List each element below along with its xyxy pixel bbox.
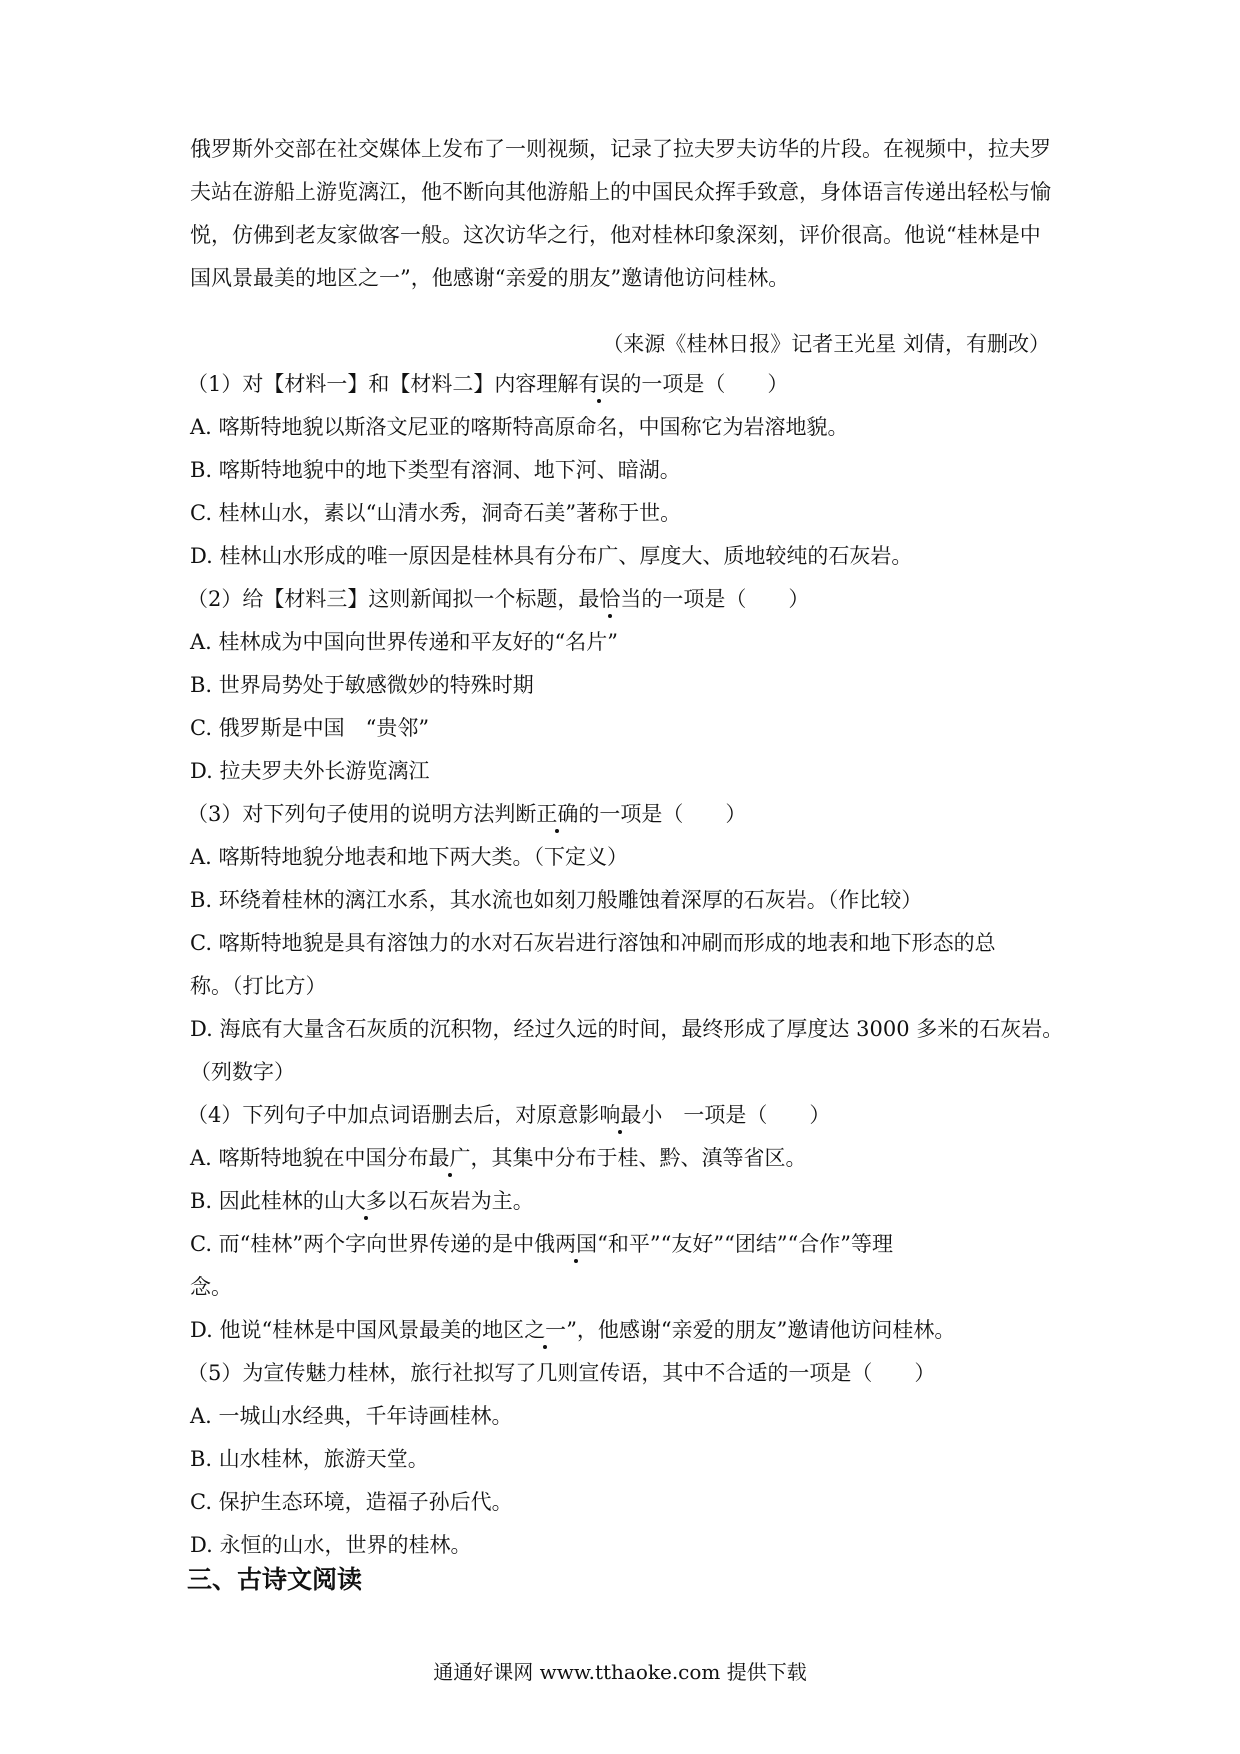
emphasis-word: 正确 [536, 802, 579, 826]
stem-text: （3）对下列句子使用的说明方法判断 [187, 802, 537, 826]
section-heading: 三、古诗文阅读 [187, 1565, 363, 1594]
stem-text: （5）为宣传魅力桂林，旅行社拟写了几则宣传语，其中 [187, 1361, 705, 1385]
question-2-stem [187, 583, 809, 613]
question-3-stem [187, 798, 746, 828]
stem-text: （4）下列句子中加点词语删去后，对原意 [187, 1103, 579, 1127]
option-text: ”，他感谢“亲爱的朋友”邀请他访问桂林。 [566, 1318, 956, 1342]
stem-text: 的一项是（ ） [578, 802, 747, 826]
emphasis-word: 最恰当 [578, 587, 642, 611]
stem-text: 的一项是（ ） [620, 372, 789, 396]
question-4-option-d [190, 1314, 955, 1344]
stem-text: 的一项是（ ） [767, 1361, 936, 1385]
question-3-option-c: C. 喀斯特地貌是具有溶蚀力的水对石灰岩进行溶蚀和冲刷而形成的地表和地下形态的总 [190, 931, 996, 955]
stem-text: （1）对【材料一】和【材料二】内容理解 [187, 372, 579, 396]
question-3-option-c-continued: 称。（打比方） [190, 974, 327, 998]
question-4-option-a [190, 1142, 807, 1172]
emphasis-word: 大多 [344, 1189, 387, 1213]
question-5-option-b: B. 山水桂林，旅游天堂。 [190, 1447, 429, 1471]
question-3-option-a: A. 喀斯特地貌分地表和地下两大类。（下定义） [190, 845, 629, 869]
option-text: C. 而“桂林”两个字向世界传递的是中俄 [190, 1232, 556, 1256]
question-5-option-c: C. 保护生态环境，造福子孙后代。 [190, 1490, 513, 1514]
question-2-option-b: B. 世界局势处于敏感微妙的特殊时期 [190, 673, 534, 697]
stem-text: 不合适 [704, 1361, 768, 1385]
question-2-option-a: A. 桂林成为中国向世界传递和平友好的“名片” [190, 630, 618, 654]
option-text: 以石灰岩为主。 [386, 1189, 534, 1213]
footer-download-note: 通通好课网 www.tthaoke.com 提供下载 [433, 1660, 807, 1684]
option-text: B. 因此桂林的山 [190, 1189, 345, 1213]
option-text: A. 喀斯特地貌在中国分布 [190, 1146, 429, 1170]
material-three-paragraph: 俄罗斯外交部在社交媒体上发布了一则视频，记录了拉夫罗夫访华的片段。在视频中，拉夫罗夫站在游船上游览漓江，他不断向其他游船上的中国民众挥手致意，身体语言传递出轻松与愉悦，仿佛到老友家做客一般。这次访华之行，他对桂林印象深刻，评价很高。他说“桂林是中国风景最美的地区之一”，他感谢“亲爱的朋友”邀请他访问桂林。 [190, 137, 1051, 290]
emphasis-word: 有误 [578, 372, 621, 396]
emphasis-word: 两国 [555, 1232, 598, 1256]
option-text: ，其集中分布于桂、黔、滇等省区。 [470, 1146, 807, 1170]
question-4-option-c-continued [190, 1271, 232, 1301]
option-text: “和平”“友好”“团结”“合作”等理 [597, 1232, 894, 1256]
question-2-option-d: D. 拉夫罗夫外长游览漓江 [190, 759, 430, 783]
question-4-option-c [190, 1228, 893, 1258]
stem-text: （2）给【材料三】这则新闻拟一个标题， [187, 587, 579, 611]
question-3-option-d-continued: （列数字） [190, 1060, 295, 1084]
question-3-option-d: D. 海底有大量含石灰质的沉积物，经过久远的时间，最终形成了厚度达 3000 多米的石灰岩。 [190, 1017, 1064, 1041]
question-1-stem [187, 368, 788, 398]
question-1-option-a: A. 喀斯特地貌以斯洛文尼亚的喀斯特高原命名，中国称它为岩溶地貌。 [190, 415, 849, 439]
question-4-stem [187, 1099, 830, 1129]
question-4-option-b [190, 1185, 534, 1215]
question-2-option-c: C. 俄罗斯是中国 “贵邻” [190, 716, 430, 740]
question-5-stem [187, 1357, 935, 1387]
emphasis-word: 之一 [524, 1318, 567, 1342]
question-5-option-d: D. 永恒的山水，世界的桂林。 [190, 1533, 472, 1557]
stem-text: 一项是（ ） [662, 1103, 831, 1127]
question-1-option-b: B. 喀斯特地貌中的地下类型有溶洞、地下河、暗湖。 [190, 458, 681, 482]
emphasis-word: 影响最小 [578, 1103, 663, 1127]
question-1-option-c: C. 桂林山水，素以“山清水秀，洞奇石美”著称于世。 [190, 501, 682, 525]
option-text: D. 他说“桂林是中国风景最美的地区 [190, 1318, 525, 1342]
question-5-option-a: A. 一城山水经典，千年诗画桂林。 [190, 1404, 513, 1428]
stem-text: 的一项是（ ） [641, 587, 810, 611]
emphasis-word: 最广 [428, 1146, 471, 1170]
source-note: （来源《桂林日报》记者王光星 刘倩，有删改） [602, 332, 1050, 356]
question-3-option-b: B. 环绕着桂林的漓江水系，其水流也如刻刀般雕蚀着深厚的石灰岩。（作比较） [190, 888, 923, 912]
question-1-option-d: D. 桂林山水形成的唯一原因是桂林具有分布广、厚度大、质地较纯的石灰岩。 [190, 544, 913, 568]
option-text: 念。 [190, 1275, 232, 1299]
